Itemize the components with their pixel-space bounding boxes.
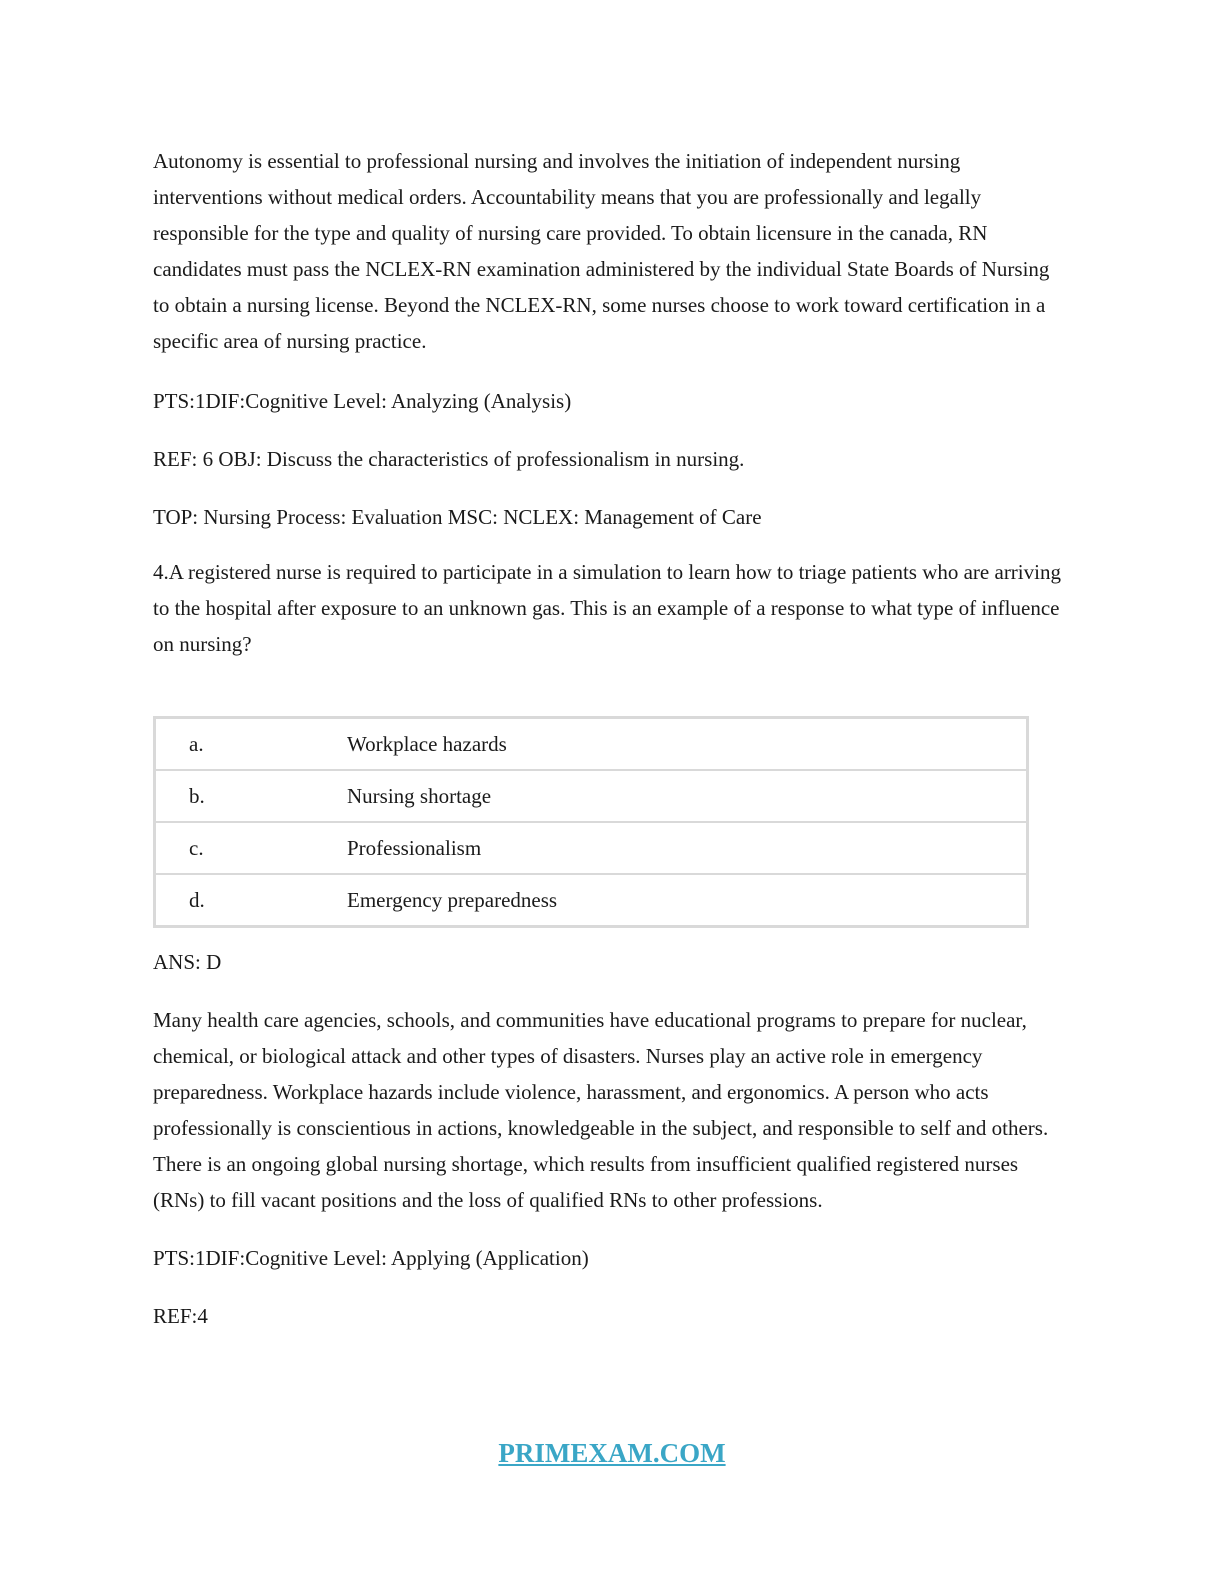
option-text: Professionalism	[347, 822, 1028, 874]
option-row-a	[155, 718, 1028, 771]
option-row-c	[155, 822, 1028, 874]
option-text: Workplace hazards	[347, 731, 507, 756]
rationale-paragraph-q3: Autonomy is essential to professional nursing and involves the initiation of independent nursing interventions without medical orders. Accountability means that you are professionally and legally responsible for the type and quality of nursing care provided. To obtain licensure in the canada, RN candidates must pass the NCLEX-RN examination administered by the individual State Boards of Nursing to obtain a nursing license. Beyond the NCLEX-RN, some nurses choose to work toward certification in a specific area of nursing practice.	[153, 149, 1050, 353]
document-page	[153, 143, 1063, 1334]
q4-ref-line: REF:4	[153, 1304, 208, 1328]
option-letter: d.	[155, 874, 348, 927]
q3-pts-line: PTS:1DIF:Cognitive Level: Analyzing (Analysis)	[153, 389, 572, 413]
rationale-paragraph-q4: Many health care agencies, schools, and communities have educational programs to prepare for nuclear, chemical, or biological attack and other types of disasters. Nurses play an active role in emergency preparedness. Workplace hazards include violence, harassment, and ergonomics. A person who acts professionally is conscientious in actions, knowledgeable in the subject, and responsible to self and others. There is an ongoing global nursing shortage, which results from insufficient qualified registered nurses (RNs) to fill vacant positions and the loss of qualified RNs to other professions.	[153, 1008, 1049, 1212]
question-4-stem: 4.A registered nurse is required to participate in a simulation to learn how to triage patients who are arriving to the hospital after exposure to an unknown gas. This is an example of a response to what type of influence on nursing?	[153, 560, 1061, 656]
option-text: Nursing shortage	[347, 770, 1028, 822]
option-row-b	[155, 770, 1028, 822]
option-letter: c.	[155, 822, 348, 874]
q4-pts-line: PTS:1DIF:Cognitive Level: Applying (Application)	[153, 1246, 589, 1270]
q3-top-line: TOP: Nursing Process: Evaluation MSC: NCLEX: Management of Care	[153, 505, 762, 529]
option-letter: b.	[155, 770, 348, 822]
option-letter: a.	[189, 731, 204, 756]
option-row-d	[155, 874, 1028, 927]
footer-site-link[interactable]: PRIMEXAM.COM	[498, 1438, 726, 1468]
answer-key: ANS: D	[153, 950, 222, 974]
q3-ref-line: REF: 6 OBJ: Discuss the characteristics of professionalism in nursing.	[153, 447, 745, 471]
answer-options-table	[153, 716, 1029, 928]
option-text: Emergency preparedness	[347, 874, 1028, 927]
